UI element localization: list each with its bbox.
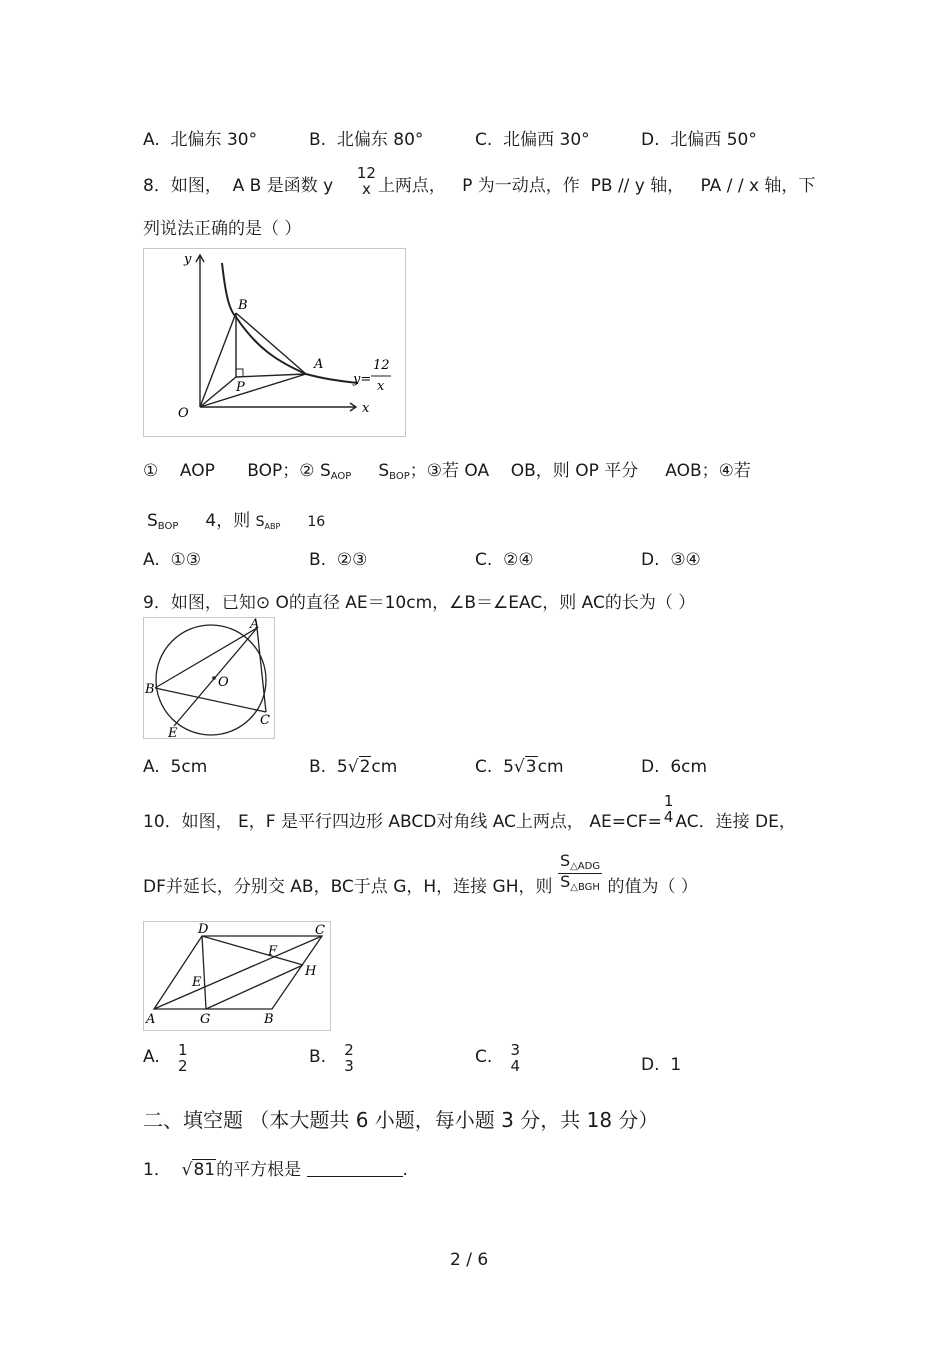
segment-gh (206, 965, 303, 1009)
label-o: O (218, 675, 229, 690)
q8-option-a: A. ①③ (143, 550, 202, 570)
page-number: 2 / 6 (450, 1250, 489, 1270)
label-a: A (146, 1012, 156, 1027)
q10-option-a: A. 1 2 (143, 1041, 188, 1075)
label-c: C (260, 713, 270, 728)
label-b: B (238, 298, 248, 313)
segment-ba (236, 313, 306, 374)
q7-option-a: A. 北偏东 30° (143, 130, 258, 150)
q9-stem: 9．如图，已知⊙ O的直径 AE＝10cm，∠B＝∠EAC，则 AC的长为（ ） (143, 593, 696, 613)
fill-question-1: 1． √81的平方根是 . (143, 1160, 408, 1180)
circle-o (156, 625, 266, 735)
q8-option-c: C. ②④ (475, 550, 534, 570)
label-h: H (305, 964, 317, 979)
q8-stem-line2: 列说法正确的是（ ） (143, 219, 302, 239)
q8-fraction: 12 x (356, 164, 376, 198)
label-e: E (168, 726, 178, 738)
label-b: B (145, 682, 155, 697)
q8-option-d: D. ③④ (641, 550, 701, 570)
label-b: B (264, 1012, 274, 1027)
q7-option-d: D. 北偏西 50° (641, 130, 757, 150)
hyperbola-curve (222, 263, 358, 383)
segment-bc (155, 688, 266, 712)
label-fn-y: y= (353, 372, 372, 387)
label-fn-num: 12 (373, 358, 390, 373)
label-d: D (198, 922, 209, 937)
q9-option-c: C. 5√3cm (475, 757, 564, 777)
q8-statements-line2: $S_{BOP}$ 4，则 $S_{ABP}$ 16 (147, 511, 326, 532)
q8-stem-line1: 8．如图， A B 是函数 y 12 x 上两点， P 为一动点，作 PB // y 轴， PA / / x 轴，下 (143, 164, 816, 198)
q7-option-c: C. 北偏西 30° (475, 130, 590, 150)
q8-option-b: B. ②③ (309, 550, 368, 570)
label-g: G (200, 1012, 211, 1027)
label-p: P (236, 380, 245, 395)
q10-option-c: C. 3 4 (475, 1041, 521, 1075)
segment-ba (155, 628, 257, 688)
label-f: F (268, 944, 278, 959)
right-angle-mark (236, 369, 243, 377)
q10-fraction: 1 4 (663, 792, 674, 826)
label-o: O (178, 406, 189, 421)
q8-statements-line1: ① AOP BOP；② $S_{AOP}$ $S_{BOP}$；③若 OA OB，则 OP 平分 AOB；④若 (143, 461, 751, 482)
q10-stem-line2: DF并延长，分别交 AB，BC于点 G，H，连接 GH，则 $\frac{S_{\triangle ADG}}{S_{\triangle BGH}}$ 的值为（ ） (143, 851, 698, 897)
label-c: C (315, 923, 325, 938)
q7-option-b: B. 北偏东 80° (309, 130, 424, 150)
label-e: E (192, 975, 202, 990)
label-y: y (184, 252, 192, 267)
label-a: A (314, 357, 324, 372)
q10-area-ratio: $\frac{S_{\triangle ADG}}{S_{\triangle BGH}}$ (559, 851, 601, 893)
center-dot (212, 676, 216, 680)
q10-stem-line1: 10．如图， E，F 是平行四边形 ABCD对角线 AC上两点， AE=CF= 1 4 AC．连接 DE， (143, 792, 796, 832)
q9-option-b: B. 5√2cm (309, 757, 398, 777)
q8-figure (143, 248, 406, 437)
diameter-ae (174, 628, 257, 726)
label-x: x (362, 401, 370, 416)
q10-figure (143, 921, 331, 1031)
q9-option-d: D. 6cm (641, 757, 708, 777)
q9-figure (143, 617, 275, 739)
q10-option-b: B. 2 3 (309, 1041, 354, 1075)
segment-oa (200, 374, 306, 407)
segment-dg (202, 936, 206, 1009)
label-a: A (250, 618, 260, 632)
label-fn-den: x (377, 379, 385, 394)
section2-title: 二、填空题 （本大题共 6 小题，每小题 3 分，共 18 分） (143, 1108, 659, 1132)
q10-option-d: D. 1 (641, 1055, 682, 1075)
answer-blank[interactable] (307, 1162, 403, 1177)
q9-option-a: A. 5cm (143, 757, 208, 777)
